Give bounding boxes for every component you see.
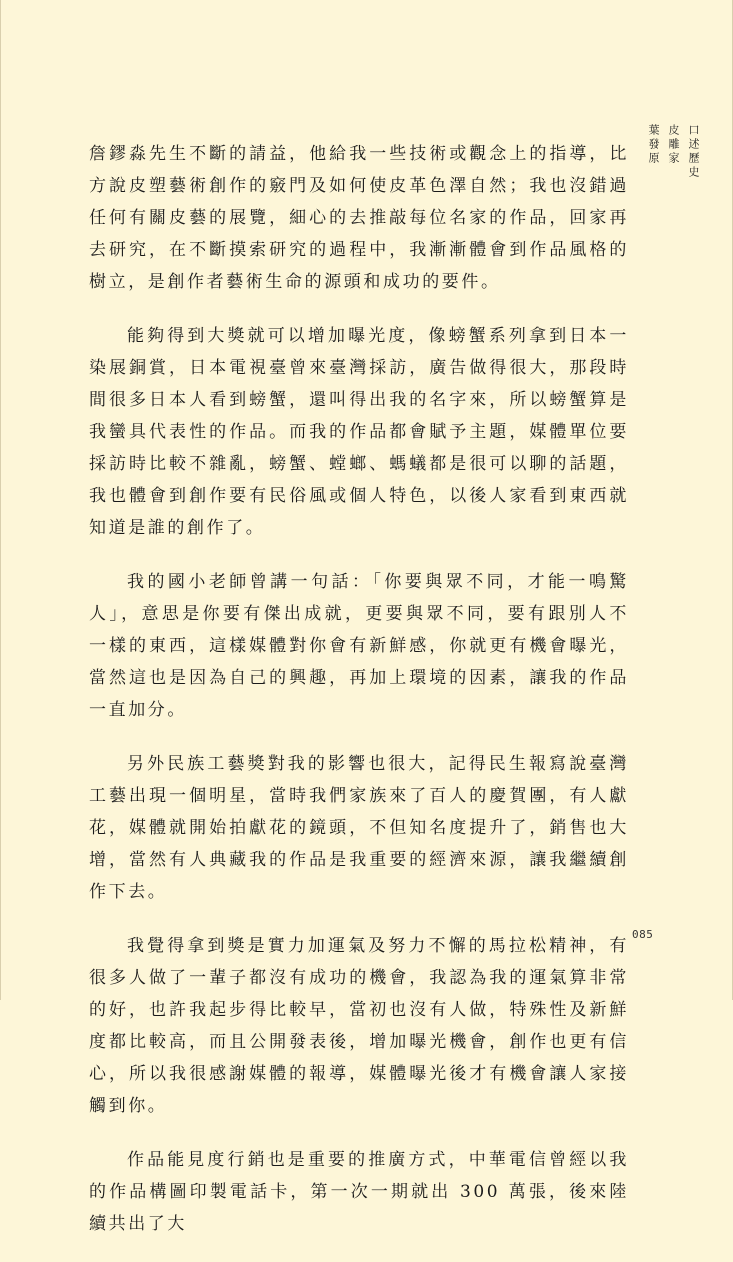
body-text — [89, 138, 629, 1262]
paragraph-6: 作品能見度行銷也是重要的推廣方式，中華電信曾經以我的作品構圖印製電話卡，第一次一期就出 300 萬張，後來陸續共出了大 — [89, 1150, 629, 1234]
running-header-name: 葉發原 — [647, 124, 660, 166]
paragraph-4: 另外民族工藝獎對我的影響也很大，記得民生報寫說臺灣工藝出現一個明星，當時我們家族來了百人的慶賀團，有人獻花，媒體就開始拍獻花的鏡頭，不但知名度提升了，銷售也大增，當然有人典藏我的作品是我重要的經濟來源，讓我繼續創作下去。 — [89, 754, 629, 902]
paragraph-1: 詹鏐淼先生不斷的請益，他給我一些技術或觀念上的指導，比方說皮塑藝術創作的竅門及如何使皮革色澤自然；我也沒錯過任何有關皮藝的展覽，細心的去推敲每位名家的作品，回家再去研究，在不斷摸索研究的過程中，我漸漸體會到作品風格的樹立，是創作者藝術生命的源頭和成功的要件。 — [89, 144, 629, 292]
running-header — [647, 124, 703, 180]
running-header-subject: 皮雕家 — [667, 124, 680, 166]
paragraph-2: 能夠得到大獎就可以增加曝光度，像螃蟹系列拿到日本一染展銅賞，日本電視臺曾來臺灣採訪，廣告做得很大，那段時間很多日本人看到螃蟹，還叫得出我的名字來，所以螃蟹算是我蠻具代表性的作品。而我的作品都會賦予主題，媒體單位要採訪時比較不雜亂，螃蟹、螳螂、螞蟻都是很可以聊的話題，我也體會到創作要有民俗風或個人特色，以後人家看到東西就知道是誰的創作了。 — [89, 326, 629, 538]
running-header-series: 口述歷史 — [687, 124, 700, 180]
page-number: 085 — [632, 928, 654, 941]
paragraph-3: 我的國小老師曾講一句話：「你要與眾不同，才能一鳴驚人」，意思是你要有傑出成就，更要與眾不同，要有跟別人不一樣的東西，這樣媒體對你會有新鮮感，你就更有機會曝光，當然這也是因為自己的興趣，再加上環境的因素，讓我的作品一直加分。 — [89, 572, 629, 720]
paragraph-5: 我覺得拿到獎是實力加運氣及努力不懈的馬拉松精神，有很多人做了一輩子都沒有成功的機會，我認為我的運氣算非常的好，也許我起步得比較早，當初也沒有人做，特殊性及新鮮度都比較高，而且公開發表後，增加曝光機會，創作也更有信心，所以我很感謝媒體的報導，媒體曝光後才有機會讓人家接觸到你。 — [89, 936, 629, 1116]
